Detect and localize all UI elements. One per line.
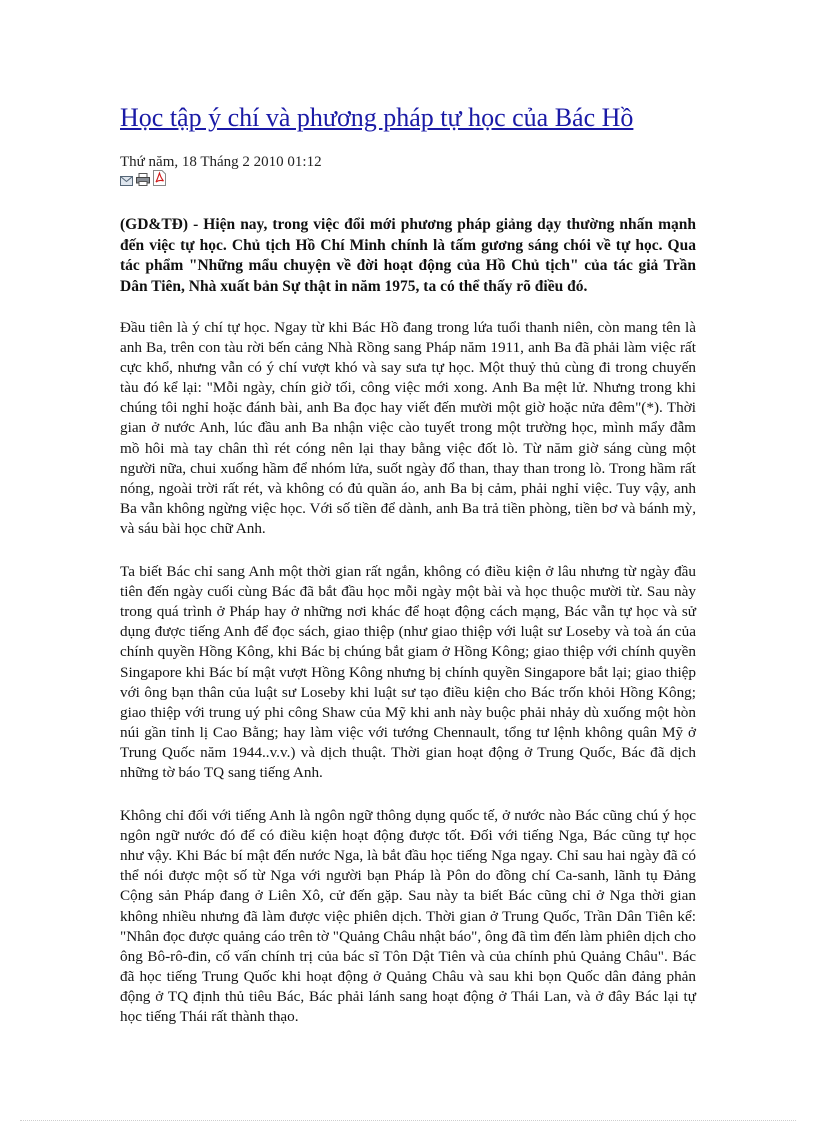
article-lead: (GD&TĐ) - Hiện nay, trong việc đổi mới phương pháp giảng dạy thường nhấn mạnh đến việc tự học. Chủ tịch Hồ Chí Minh chính là tấm gương sáng chói về tự học. Qua tác phẩm "Những mẩu chuyện về đời hoạt động của Hồ Chủ tịch" của tác giả Trần Dân Tiên, Nhà xuất bản Sự thật in năm 1975, ta có thể thấy rõ điều đó. xyxy=(120,216,696,295)
pdf-icon[interactable] xyxy=(153,170,166,191)
article-body xyxy=(120,215,696,1050)
email-icon[interactable] xyxy=(120,173,133,191)
paragraph: Không chỉ đối với tiếng Anh là ngôn ngữ thông dụng quốc tế, ở nước nào Bác cũng chú ý học ngôn ngữ nước đó để có điều kiện hoạt động được tốt. Đối với tiếng Nga, Bác cũng tự học như vậy. Khi Bác bí mật đến nước Nga, là bắt đầu học tiếng Nga ngay. Chỉ sau hai ngày đã có thể nói được một số từ Nga với người bạn Pháp là Pôn do đồng chí Ca-sanh, lãnh tụ Đảng Cộng sản Pháp đang ở Liên Xô, cử đến gặp. Sau này ta biết Bác cũng chỉ ở Nga thời gian không nhiều nhưng đã làm được việc phiên dịch. Thời gian ở Trung Quốc, Trần Dân Tiên kể: "Nhân đọc được quảng cáo trên tờ "Quảng Châu nhật báo", ông đã tìm đến làm phiên dịch cho ông Bô-rô-đin, cố vấn chính trị của bác sĩ Tôn Dật Tiên và của chính phủ Quảng Châu". Bác đã học tiếng Trung Quốc khi hoạt động ở Quảng Châu và sau khi bọn Quốc dân đảng phản động ở TQ định thủ tiêu Bác, Bác phải lánh sang hoạt động ở Thái Lan, và ở đây Bác lại tự học tiếng Thái rất thành thạo. xyxy=(120,807,696,1025)
article-tools xyxy=(120,175,166,191)
article-title[interactable]: Học tập ý chí và phương pháp tự học của Bác Hồ xyxy=(120,103,634,132)
print-icon[interactable] xyxy=(136,173,150,191)
article-date: Thứ năm, 18 Tháng 2 2010 01:12 xyxy=(120,154,322,170)
paragraph: Đầu tiên là ý chí tự học. Ngay từ khi Bác Hồ đang trong lứa tuổi thanh niên, còn mang tên là anh Ba, trên con tàu rời bến cảng Nhà Rồng sang Pháp năm 1911, anh Ba đã phải làm việc rất cực khổ, nhưng vẫn có ý chí vượt khó và say sưa tự học. Một thuỷ thủ cùng đi trong chuyến tàu đó kể lại: "Mỗi ngày, chín giờ tối, công việc mới xong. Anh Ba mệt lử. Nhưng trong khi chúng tôi nghỉ hoặc đánh bài, anh Ba đọc hay viết đến mười một giờ hoặc nửa đêm"(*). Thời gian ở nước Anh, lúc đầu anh Ba nhận việc cào tuyết trong một trường học, mình mẩy đẫm mồ hôi mà tay chân thì rét cóng nên lại thay bằng việc đốt lò. Từ năm giờ sáng cùng một người nữa, chui xuống hầm để nhóm lửa, suốt ngày đổ than, thay than trong lò. Trong hầm rất nóng, ngoài trời rất rét, và không có đủ quần áo, anh Ba bị cảm, phải nghỉ việc. Tuy vậy, anh Ba vẫn không ngừng việc học. Với số tiền để dành, anh Ba trả tiền phòng, tiền bơ và bánh mỳ, và sáu bài học chữ Anh. xyxy=(120,319,696,537)
page-divider xyxy=(20,1120,796,1121)
paragraph: Ta biết Bác chỉ sang Anh một thời gian rất ngắn, không có điều kiện ở lâu nhưng từ ngày đầu tiên đến ngày cuối cùng Bác đã bắt đầu học mỗi ngày một bài và học thuộc mười từ. Sau này trong quá trình ở Pháp hay ở những nơi khác để hoạt động cách mạng, Bác vẫn tự học và sử dụng được tiếng Anh để đọc sách, giao thiệp (như giao thiệp với luật sư Loseby và toà án của chính quyền Hồng Kông, khi Bác bị chúng bắt giam ở Hồng Kông; giao thiệp với chính quyền Singapore khi Bác bí mật vượt Hồng Kông nhưng bị chính quyền Singapore bắt lại; giao thiệp với ông bạn thân của luật sư Loseby khi luật sư tạo điều kiện cho Bác trốn khỏi Hồng Kông; giao thiệp với trung uý phi công Shaw của Mỹ khi anh này buộc phải nhảy dù xuống một hòn núi gần tỉnh lị Cao Bằng; hay làm việc với tướng Chennault, tổng tư lệnh không quân Mỹ ở Trung Quốc năm 1944..v.v.) và dịch thuật. Thời gian hoạt động ở Trung Quốc, Bác đã dịch những tờ báo TQ sang tiếng Anh. xyxy=(120,563,696,781)
